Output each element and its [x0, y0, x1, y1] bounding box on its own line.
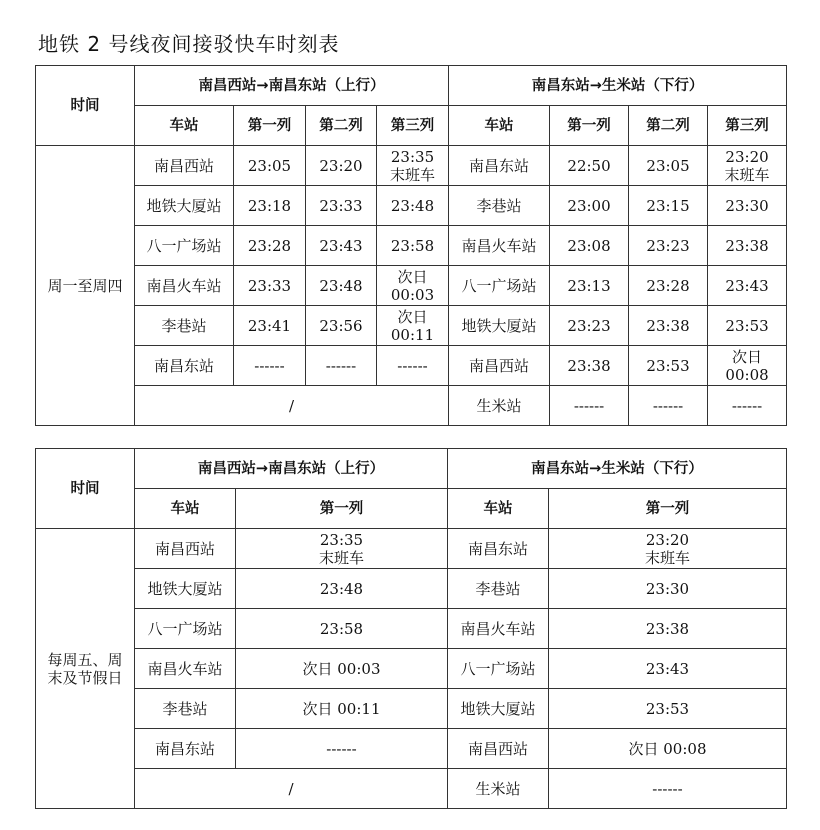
col-station: 车站	[135, 489, 236, 529]
table-row	[36, 146, 787, 186]
down-station: 地铁大厦站	[448, 689, 549, 729]
up-station: 南昌西站	[135, 529, 236, 569]
up-time: 23:35 末班车	[236, 529, 448, 569]
up-time: ------	[236, 729, 448, 769]
col-first: 第一列	[550, 106, 629, 146]
down-station: 李巷站	[448, 569, 549, 609]
up-station: 地铁大厦站	[135, 569, 236, 609]
up-station: 南昌东站	[135, 346, 234, 386]
up-time: 23:43	[306, 226, 377, 266]
up-slash: /	[135, 769, 448, 809]
up-direction-header: 南昌西站→南昌东站（上行）	[135, 66, 449, 106]
col-third: 第三列	[708, 106, 787, 146]
down-station: 南昌东站	[448, 529, 549, 569]
down-time: 23:53	[629, 346, 708, 386]
down-station: 生米站	[449, 386, 550, 426]
up-time: 次日 00:03	[236, 649, 448, 689]
up-station: 南昌西站	[135, 146, 234, 186]
down-time: 23:38	[708, 226, 787, 266]
down-time: 次日 00:08	[708, 346, 787, 386]
up-time: ------	[234, 346, 306, 386]
down-station: 南昌火车站	[449, 226, 550, 266]
table-row	[36, 266, 787, 306]
time-header: 时间	[36, 449, 135, 529]
table-row	[36, 306, 787, 346]
down-time: 23:43	[708, 266, 787, 306]
down-time: 23:20 末班车	[549, 529, 787, 569]
table-row	[36, 186, 787, 226]
down-time: 23:23	[629, 226, 708, 266]
down-time: 23:38	[549, 609, 787, 649]
col-first: 第一列	[549, 489, 787, 529]
up-time: 23:48	[306, 266, 377, 306]
col-first: 第一列	[236, 489, 448, 529]
down-time: ------	[549, 769, 787, 809]
time-header: 时间	[36, 66, 135, 146]
down-time: 23:23	[550, 306, 629, 346]
up-slash: /	[135, 386, 449, 426]
col-first: 第一列	[234, 106, 306, 146]
up-time: 次日 00:03	[377, 266, 449, 306]
up-station: 八一广场站	[135, 609, 236, 649]
up-time: ------	[377, 346, 449, 386]
up-time: 23:33	[306, 186, 377, 226]
down-station: 南昌西站	[448, 729, 549, 769]
down-time: 23:28	[629, 266, 708, 306]
page-title: 地铁 2 号线夜间接驳快车时刻表	[38, 32, 340, 56]
down-direction-header: 南昌东站→生米站（下行）	[448, 449, 787, 489]
down-station: 李巷站	[449, 186, 550, 226]
up-time: ------	[306, 346, 377, 386]
up-time: 23:48	[236, 569, 448, 609]
up-time: 23:18	[234, 186, 306, 226]
down-time: 23:15	[629, 186, 708, 226]
up-time: 23:41	[234, 306, 306, 346]
weekday-timetable	[35, 65, 787, 426]
table-row	[36, 226, 787, 266]
down-time: 23:05	[629, 146, 708, 186]
col-third: 第三列	[377, 106, 449, 146]
period-label: 每周五、周 末及节假日	[36, 529, 135, 809]
down-time: 23:43	[549, 649, 787, 689]
up-time: 23:35 末班车	[377, 146, 449, 186]
up-time: 23:58	[236, 609, 448, 649]
down-station: 地铁大厦站	[449, 306, 550, 346]
down-station: 八一广场站	[449, 266, 550, 306]
table-row	[36, 649, 787, 689]
up-time: 23:05	[234, 146, 306, 186]
down-time: ------	[550, 386, 629, 426]
down-time: 23:30	[549, 569, 787, 609]
down-time: ------	[629, 386, 708, 426]
up-time: 次日 00:11	[377, 306, 449, 346]
table-row	[36, 529, 787, 569]
down-time: 22:50	[550, 146, 629, 186]
up-time: 23:20	[306, 146, 377, 186]
col-station: 车站	[135, 106, 234, 146]
up-time: 23:28	[234, 226, 306, 266]
down-time: 23:20 末班车	[708, 146, 787, 186]
up-station: 地铁大厦站	[135, 186, 234, 226]
down-station: 南昌东站	[449, 146, 550, 186]
up-station: 李巷站	[135, 306, 234, 346]
up-time: 次日 00:11	[236, 689, 448, 729]
table-row	[36, 769, 787, 809]
down-time: 23:38	[550, 346, 629, 386]
up-station: 南昌火车站	[135, 266, 234, 306]
down-time: 23:08	[550, 226, 629, 266]
up-time: 23:56	[306, 306, 377, 346]
table-row	[36, 569, 787, 609]
down-time: ------	[708, 386, 787, 426]
up-station: 南昌火车站	[135, 649, 236, 689]
up-direction-header: 南昌西站→南昌东站（上行）	[135, 449, 448, 489]
up-station: 李巷站	[135, 689, 236, 729]
period-label: 周一至周四	[36, 146, 135, 426]
table-row	[36, 386, 787, 426]
down-time: 23:53	[549, 689, 787, 729]
col-station: 车站	[449, 106, 550, 146]
col-station: 车站	[448, 489, 549, 529]
down-time: 次日 00:08	[549, 729, 787, 769]
table-row	[36, 346, 787, 386]
up-time: 23:33	[234, 266, 306, 306]
up-station: 八一广场站	[135, 226, 234, 266]
down-station: 南昌火车站	[448, 609, 549, 649]
table-row	[36, 609, 787, 649]
down-time: 23:38	[629, 306, 708, 346]
table-row	[36, 729, 787, 769]
down-station: 生米站	[448, 769, 549, 809]
up-time: 23:48	[377, 186, 449, 226]
down-time: 23:30	[708, 186, 787, 226]
down-time: 23:13	[550, 266, 629, 306]
col-second: 第二列	[629, 106, 708, 146]
down-station: 南昌西站	[449, 346, 550, 386]
up-station: 南昌东站	[135, 729, 236, 769]
down-direction-header: 南昌东站→生米站（下行）	[449, 66, 787, 106]
col-second: 第二列	[306, 106, 377, 146]
up-time: 23:58	[377, 226, 449, 266]
down-time: 23:00	[550, 186, 629, 226]
down-time: 23:53	[708, 306, 787, 346]
weekend-timetable	[35, 448, 787, 809]
down-station: 八一广场站	[448, 649, 549, 689]
table-row	[36, 689, 787, 729]
